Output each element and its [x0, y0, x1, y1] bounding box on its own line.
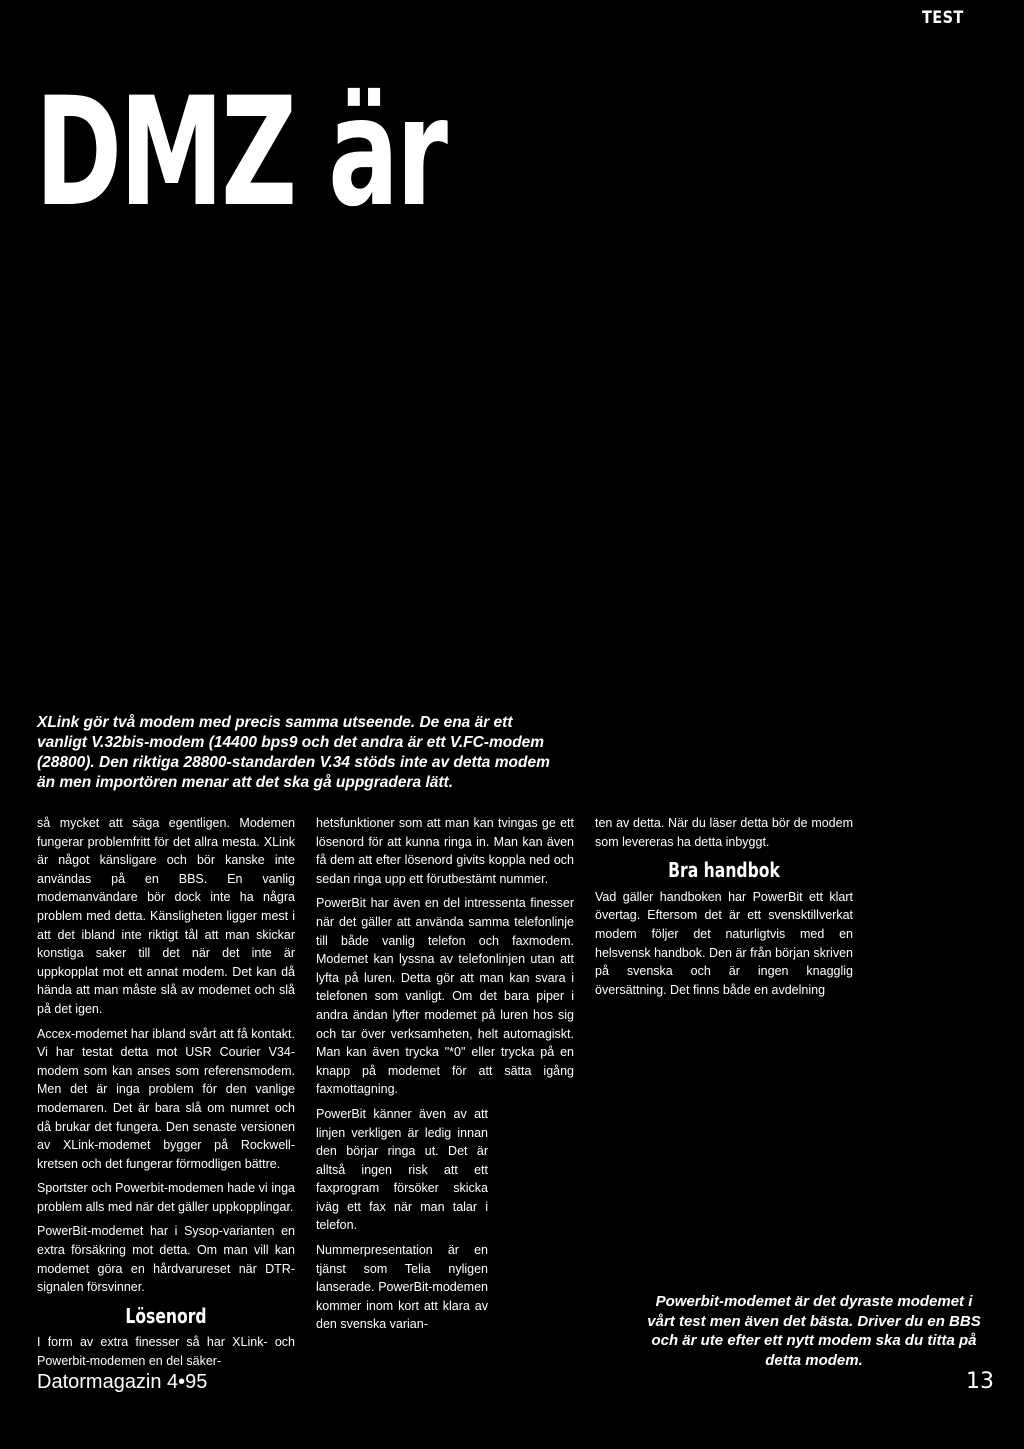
body-paragraph: ten av detta. När du läser detta bör de modem som levereras ha detta inbyggt.: [595, 816, 853, 849]
article-column-1: [37, 814, 295, 1377]
body-paragraph: Sportster och Powerbit-modemen hade vi inga problem alls med när det gäller uppkopplingar.: [37, 1181, 295, 1214]
subheading-losenord: Lösenord: [125, 1303, 207, 1328]
body-paragraph: Accex-modemet har ibland svårt att få kontakt. Vi har testat detta mot USR Courier V34-modem som kan anses som referensmodem. Men det är inga problem för den vanlige modemaren. Det är bara slå om numret och då brukar det fungera. Den senaste versionen av XLink-modemet bygger på Rockwell-kretsen och det fungerar förmodligen bättre.: [37, 1026, 295, 1171]
body-paragraph: hetsfunktioner som att man kan tvingas ge ett lösenord för att kunna ringa in. Man kan även få dem att efter lösenord givits koppla ned och sedan ringa upp ett förutbestämt nummer.: [316, 816, 574, 886]
body-paragraph: Nummerpresentation är en tjänst som Telia nyligen lanserade. PowerBit-modemen kommer inom kort att klara av den svenska varian-: [316, 1243, 488, 1332]
photo-caption: Powerbit-modemet är det dyraste modemet i vårt test men även det bästa. Driver du en BBS och är ute efter ett nytt modem ska du titta på detta modem.: [647, 1293, 981, 1369]
subheading-bra-handbok: Bra handbok: [668, 858, 780, 883]
article-column-2: [316, 814, 574, 1340]
intro-paragraph: XLink gör två modem med precis samma utseende. De ena är ett vanligt V.32bis-modem (14400 bps9 och det andra är ett V.FC-modem (28800). Den riktiga 28800-standarden V.34 stöds inte av detta modem än men importören menar att det ska gå uppgradera lätt.: [37, 714, 550, 791]
section-label: TEST: [922, 8, 964, 28]
body-paragraph: PowerBit-modemet har i Sysop-varianten en extra försäkring mot detta. Om man vill kan modemet göra en hårdvarureset när DTR-signalen försvinner.: [37, 1224, 295, 1295]
page-number: 13: [966, 1369, 994, 1394]
footer-magazine-name: Datormagazin 4•95: [37, 1371, 208, 1393]
headline: DMZ är: [35, 66, 446, 240]
article-column-3: [595, 814, 853, 1005]
body-paragraph: Vad gäller handboken har PowerBit ett klart övertag. Eftersom det är ett svensktillverkat modem följer det naturligtvis med en helsvensk handbok. Den är från början skriven på svenska och är ingen knagglig översättning. Det finns både en avdelning: [595, 889, 853, 997]
body-paragraph: PowerBit känner även av att linjen verkligen är ledig innan den börjar ringa ut. Det är alltså ingen risk att ett faxprogram försöker skicka iväg ett fax när man talar i telefon.: [316, 1106, 488, 1233]
body-paragraph: PowerBit har även en del intressenta finesser när det gäller att använda samma telefonlinje till både vanlig telefon och faxmodem. Modemet kan lyssna av telefonlinjen utan att lyfta på luren. Detta gör att man kan svara i telefonen som vanligt. Om det bara piper i andra ändan lyfter modemet på luren hos sig och tar över verksamheten, helt automagiskt. Man kan även trycka "*0" eller trycka på en knapp på modemet för att sätta igång faxmottagning.: [316, 896, 574, 1097]
body-paragraph: så mycket att säga egentligen. Modemen fungerar problemfritt för det allra mesta. XLink är något känsligare och bör kanske inte användas på en BBS. En vanlig modemanvändare bör dock inte ha några problem med detta. Känsligheten ligger mest i att det ibland inte riktigt tål att man skickar konstiga saker till det när det inte är uppkopplat mot ett annat modem. Det kan då hända att man måste slå av modemet och slå på det igen.: [37, 816, 295, 1016]
body-paragraph: I form av extra finesser så har XLink- och Powerbit-modemen en del säker-: [37, 1335, 295, 1369]
